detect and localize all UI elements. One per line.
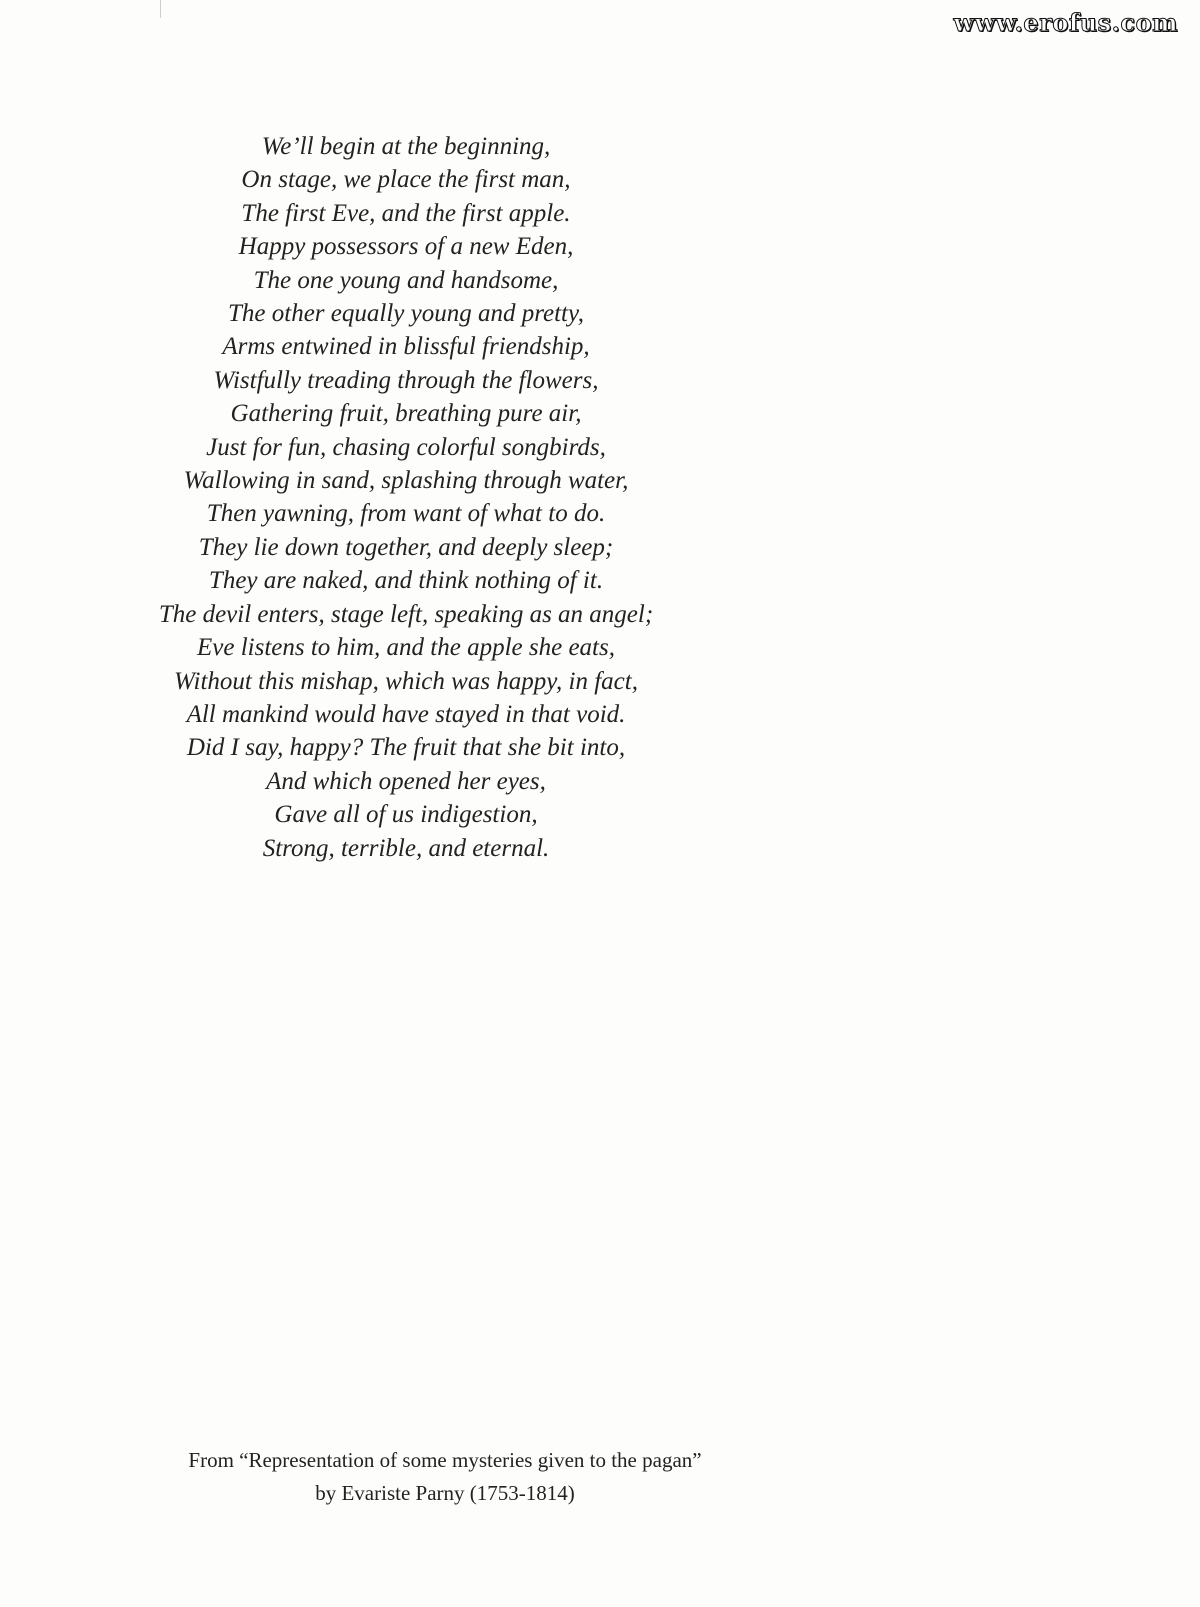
poem-line: Eve listens to him, and the apple she eats,	[197, 634, 615, 662]
poem-line: The one young and handsome,	[253, 266, 559, 294]
poem-line: Did I say, happy? The fruit that she bit into,	[186, 734, 626, 762]
poem-line: Wistfully treading through the flowers,	[213, 366, 599, 394]
poem-line: They lie down together, and deeply sleep;	[198, 533, 614, 561]
poem-line: Just for fun, chasing colorful songbirds,	[206, 433, 606, 461]
poem-line: Happy possessors of a new Eden,	[238, 233, 574, 261]
poem	[0, 130, 812, 865]
poem-line: Strong, terrible, and eternal.	[262, 834, 550, 862]
poem-line: And which opened her eyes,	[266, 767, 546, 795]
poem-line: We’ll begin at the beginning,	[261, 133, 551, 160]
crop-mark	[160, 0, 161, 18]
poem-line: The other equally young and pretty,	[228, 300, 584, 328]
poem-line: Wallowing in sand, splashing through water,	[183, 467, 629, 495]
poem-line: They are naked, and think nothing of it.	[208, 567, 604, 595]
attribution-author: by Evariste Parny (1753-1814)	[315, 1481, 575, 1505]
attribution	[0, 1444, 890, 1510]
poem-line: Without this mishap, which was happy, in fact,	[174, 667, 638, 695]
poem-line: Arms entwined in blissful friendship,	[222, 333, 590, 361]
poem-line: Then yawning, from want of what to do.	[206, 500, 606, 528]
poem-line: On stage, we place the first man,	[241, 166, 571, 194]
poem-line: Gathering fruit, breathing pure air,	[230, 400, 582, 428]
poem-line: All mankind would have stayed in that void.	[186, 700, 626, 728]
attribution-source: From “Representation of some mysteries given to the pagan”	[188, 1448, 702, 1472]
poem-line: The devil enters, stage left, speaking as an angel;	[158, 600, 654, 628]
site-watermark: www.erofus.com	[953, 8, 1178, 37]
poem-line: Gave all of us indigestion,	[274, 801, 538, 829]
poem-line: The first Eve, and the first apple.	[241, 199, 571, 227]
